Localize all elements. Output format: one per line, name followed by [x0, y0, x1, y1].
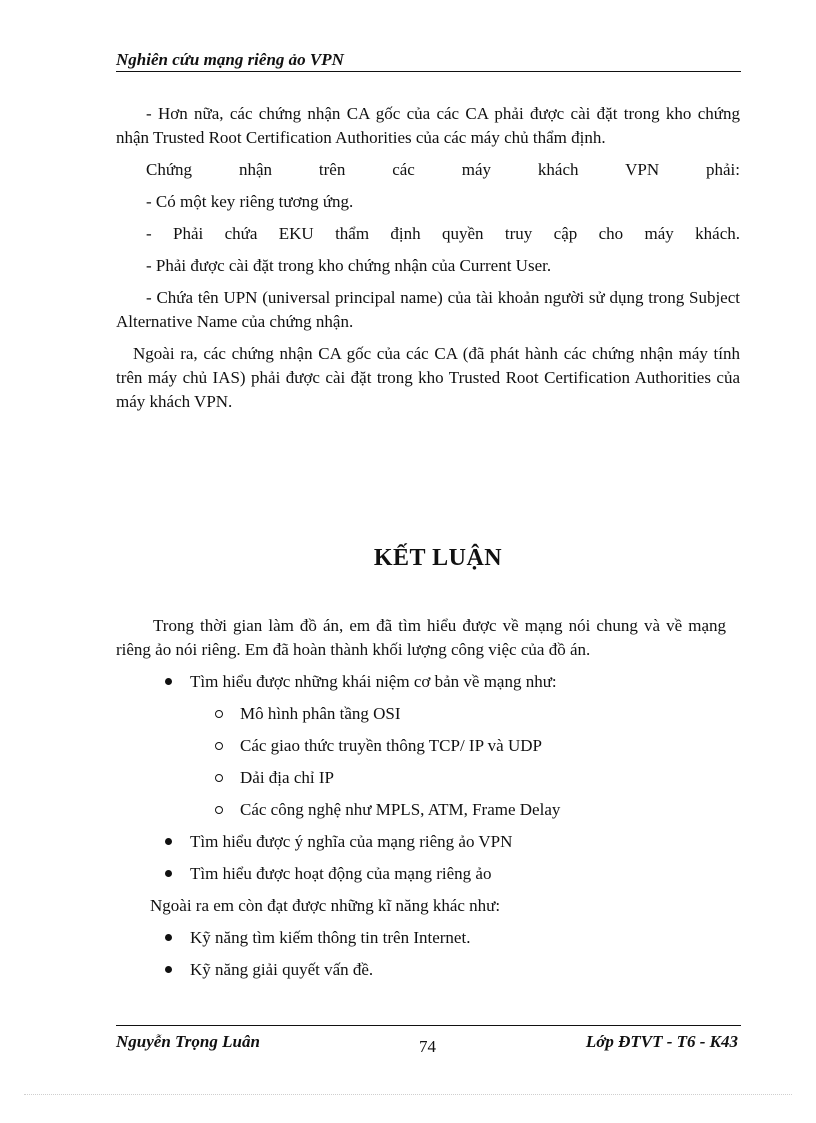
- bullet-dot-icon: [165, 870, 172, 877]
- section-heading-conclusion: KẾT LUẬN: [373, 545, 503, 571]
- paragraph-conclusion-intro: Trong thời gian làm đồ án, em đã tìm hiểu được về mạng nói chung và về mạng riêng ảo nói riêng. Em đã hoàn thành khối lượng công việc của đồ án.: [116, 616, 726, 659]
- bullet-dot-icon: [165, 934, 172, 941]
- paragraph-upn: - Chứa tên UPN (universal principal name) của tài khoản người sử dụng trong Subject Alternative Name của chứng nhận.: [116, 288, 740, 331]
- bullet-text: Tìm hiểu được những khái niệm cơ bản về mạng như:: [190, 672, 557, 691]
- bullet-circle-icon: [215, 806, 223, 814]
- bullet-text: Kỹ năng giải quyết vấn đề.: [190, 960, 374, 979]
- bullet-dot-icon: [165, 678, 172, 685]
- footer-author: Nguyễn Trọng Luân: [116, 1032, 260, 1051]
- running-header-title: Nghiên cứu mạng riêng ảo VPN: [116, 50, 344, 69]
- sub-item-text: Các công nghệ như MPLS, ATM, Frame Delay: [240, 800, 561, 819]
- sub-item-text: Các giao thức truyền thông TCP/ IP và UDP: [240, 736, 542, 755]
- bullet-dot-icon: [165, 966, 172, 973]
- bullet-text: Kỹ năng tìm kiếm thông tin trên Internet.: [190, 928, 471, 947]
- bullet-circle-icon: [215, 774, 223, 782]
- paragraph-client-requirements: Chứng nhận trên các máy khách VPN phải:: [146, 160, 740, 179]
- page-number: 74: [419, 1037, 436, 1056]
- bullet-dot-icon: [165, 838, 172, 845]
- header-divider: [116, 71, 741, 72]
- sub-item-text: Mô hình phân tầng OSI: [240, 704, 401, 723]
- footer-class: Lớp ĐTVT - T6 - K43: [585, 1032, 738, 1051]
- paragraph-extra-skills: Ngoài ra em còn đạt được những kĩ năng khác như:: [150, 896, 501, 915]
- bullet-text: Tìm hiểu được ý nghĩa của mạng riêng ảo VPN: [190, 832, 513, 851]
- requirement-item-1: - Có một key riêng tương ứng.: [146, 192, 354, 211]
- bullet-text: Tìm hiểu được hoạt động của mạng riêng ảo: [190, 864, 492, 883]
- bullet-circle-icon: [215, 710, 223, 718]
- paragraph-root-ca: - Hơn nữa, các chứng nhận CA gốc của các CA phải được cài đặt trong kho chứng nhận Trusted Root Certification Authorities của các máy chủ thẩm định.: [116, 104, 740, 147]
- paragraph-root-ca-client: Ngoài ra, các chứng nhận CA gốc của các CA (đã phát hành các chứng nhận máy tính trên máy chủ IAS) phải được cài đặt trong kho Trusted Root Certification Authorities của máy khách VPN.: [116, 344, 740, 411]
- page-edge-guide: [24, 1094, 792, 1095]
- requirement-item-2: - Phải chứa EKU thẩm định quyền truy cập cho máy khách.: [146, 224, 740, 243]
- bullet-circle-icon: [215, 742, 223, 750]
- footer-divider: [116, 1025, 741, 1026]
- requirement-item-3: - Phải được cài đặt trong kho chứng nhận của Current User.: [146, 256, 552, 275]
- sub-item-text: Dải địa chỉ IP: [240, 768, 334, 787]
